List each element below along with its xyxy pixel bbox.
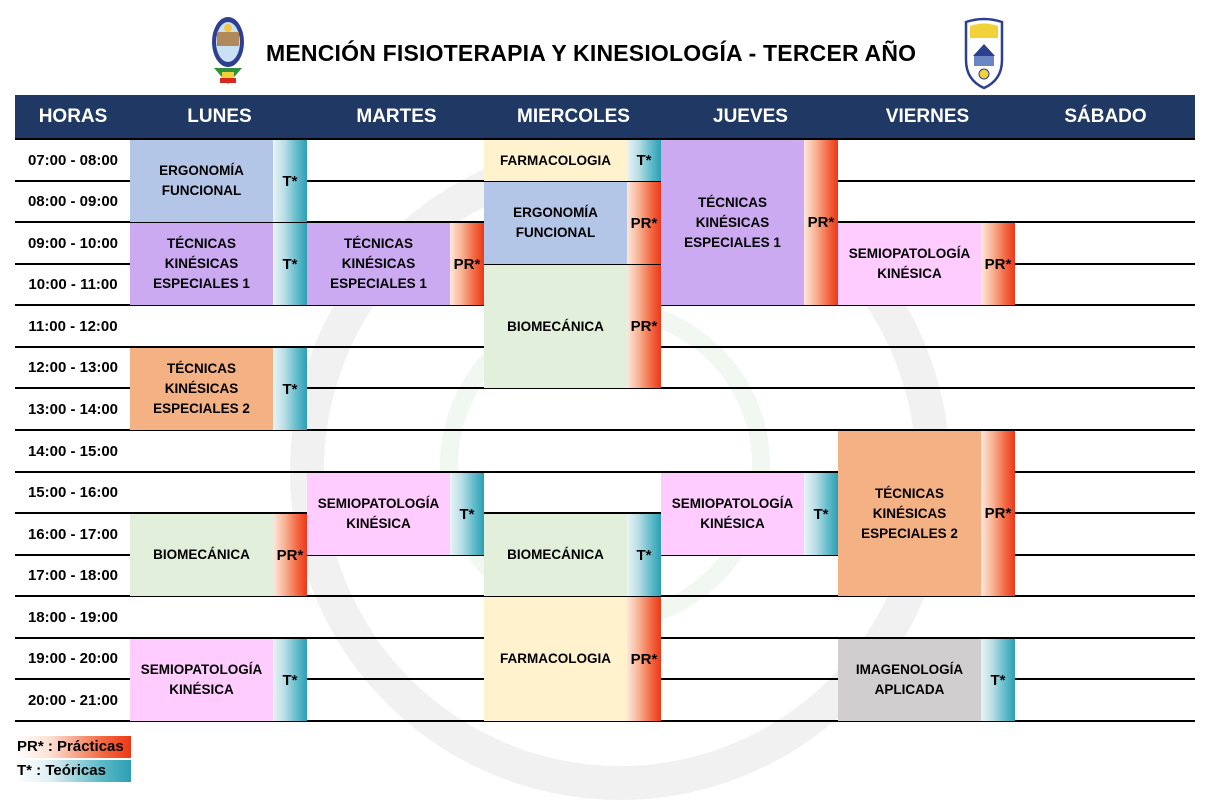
class-subject-name: TÉCNICAS KINÉSICAS ESPECIALES 2: [153, 361, 250, 416]
class-subject-name: TÉCNICAS KINÉSICAS ESPECIALES 1: [684, 194, 781, 250]
header-day-sabado: SÁBADO: [1064, 106, 1147, 127]
class-subject-name: BIOMECÁNICA: [507, 318, 604, 334]
class-session-block[interactable]: [838, 639, 981, 721]
class-session-block[interactable]: [838, 223, 981, 305]
time-slot-label: 12:00 - 13:00: [27, 359, 119, 376]
time-slot-label: 14:00 - 15:00: [27, 442, 119, 460]
time-slot-label: 19:00 - 20:00: [27, 650, 119, 667]
header-day-miercoles: MIERCOLES: [517, 106, 630, 127]
class-session-block[interactable]: [130, 514, 273, 596]
class-subject-name: IMAGENOLOGÍA APLICADA: [855, 662, 964, 697]
class-session-block[interactable]: [484, 265, 627, 388]
class-session-block[interactable]: [130, 348, 273, 430]
class-subject-name: FARMACOLOGIA: [500, 651, 611, 666]
theory-tag: T*: [981, 639, 1015, 721]
theory-tag: T*: [804, 473, 838, 555]
row-divider: [15, 471, 1195, 473]
class-session-block[interactable]: [838, 431, 981, 596]
class-subject-name: SEMIOPATOLOGÍA KINÉSICA: [671, 496, 794, 531]
class-session-block[interactable]: [130, 140, 273, 222]
class-session-block[interactable]: [484, 140, 627, 181]
class-subject-name: ERGONOMÍA FUNCIONAL: [159, 163, 244, 198]
university-shield-icon: [963, 16, 1005, 90]
class-session-block[interactable]: [661, 140, 804, 305]
practice-tag: PR*: [627, 597, 661, 721]
time-slot-label: 10:00 - 11:00: [28, 276, 118, 293]
practice-tag: PR*: [627, 182, 661, 264]
time-slot-label: 13:00 - 14:00: [27, 400, 119, 418]
header-day-martes: MARTES: [356, 106, 437, 127]
class-session-block[interactable]: [307, 473, 450, 555]
class-session-block[interactable]: [484, 182, 627, 264]
class-subject-name: SEMIOPATOLOGÍA KINÉSICA: [317, 496, 440, 531]
class-subject-name: BIOMECÁNICA: [507, 547, 604, 562]
header-horas: HORAS: [38, 106, 108, 127]
time-slot-label: 16:00 - 17:00: [27, 525, 119, 543]
time-slot-label: 07:00 - 08:00: [27, 151, 119, 169]
practice-tag: PR*: [273, 514, 307, 596]
time-slot-label: 08:00 - 09:00: [27, 193, 119, 210]
class-subject-name: FARMACOLOGIA: [500, 152, 611, 168]
time-slot-label: 20:00 - 21:00: [27, 691, 119, 709]
practice-tag: PR*: [981, 223, 1015, 305]
class-subject-name: BIOMECÁNICA: [153, 547, 250, 562]
class-session-block[interactable]: [130, 223, 273, 305]
theory-tag: T*: [273, 223, 307, 305]
class-subject-name: TÉCNICAS KINÉSICAS ESPECIALES 1: [153, 236, 250, 291]
class-subject-name: ERGONOMÍA FUNCIONAL: [513, 205, 598, 240]
theory-tag: T*: [273, 140, 307, 222]
time-slot-label: 18:00 - 19:00: [27, 608, 119, 626]
legend-practice: PR* : Prácticas: [15, 736, 131, 758]
class-session-block[interactable]: [307, 223, 450, 305]
table-header: [15, 95, 1195, 138]
legend-theory: T* : Teóricas: [15, 760, 131, 782]
theory-tag: T*: [450, 473, 484, 555]
header-day-jueves: JUEVES: [713, 106, 788, 127]
header-day-viernes: VIERNES: [885, 106, 970, 127]
class-subject-name: SEMIOPATOLOGÍA KINÉSICA: [140, 662, 263, 697]
class-session-block[interactable]: [661, 473, 804, 555]
page-title: MENCIÓN FISIOTERAPIA Y KINESIOLOGÍA - TERCER AÑO: [266, 40, 917, 66]
time-slot-label: 09:00 - 10:00: [27, 234, 119, 252]
practice-tag: PR*: [450, 223, 484, 305]
theory-tag: T*: [273, 639, 307, 721]
class-session-block[interactable]: [484, 597, 627, 721]
time-slot-label: 11:00 - 12:00: [28, 317, 118, 335]
practice-tag: PR*: [804, 140, 838, 305]
class-subject-name: TÉCNICAS KINÉSICAS ESPECIALES 1: [330, 236, 427, 291]
practice-tag: PR*: [627, 265, 661, 388]
class-session-block[interactable]: [484, 514, 627, 596]
theory-tag: T*: [627, 140, 661, 181]
time-slot-label: 17:00 - 18:00: [27, 567, 119, 584]
class-subject-name: SEMIOPATOLOGÍA KINÉSICA: [848, 246, 971, 281]
class-subject-name: TÉCNICAS KINÉSICAS ESPECIALES 2: [861, 485, 958, 541]
practice-tag: PR*: [981, 431, 1015, 596]
time-slot-label: 15:00 - 16:00: [27, 484, 119, 501]
theory-tag: T*: [273, 348, 307, 430]
theory-tag: T*: [627, 514, 661, 596]
class-session-block[interactable]: [130, 639, 273, 721]
header-day-lunes: LUNES: [187, 106, 252, 127]
bolivia-coat-of-arms-icon: [208, 12, 248, 90]
